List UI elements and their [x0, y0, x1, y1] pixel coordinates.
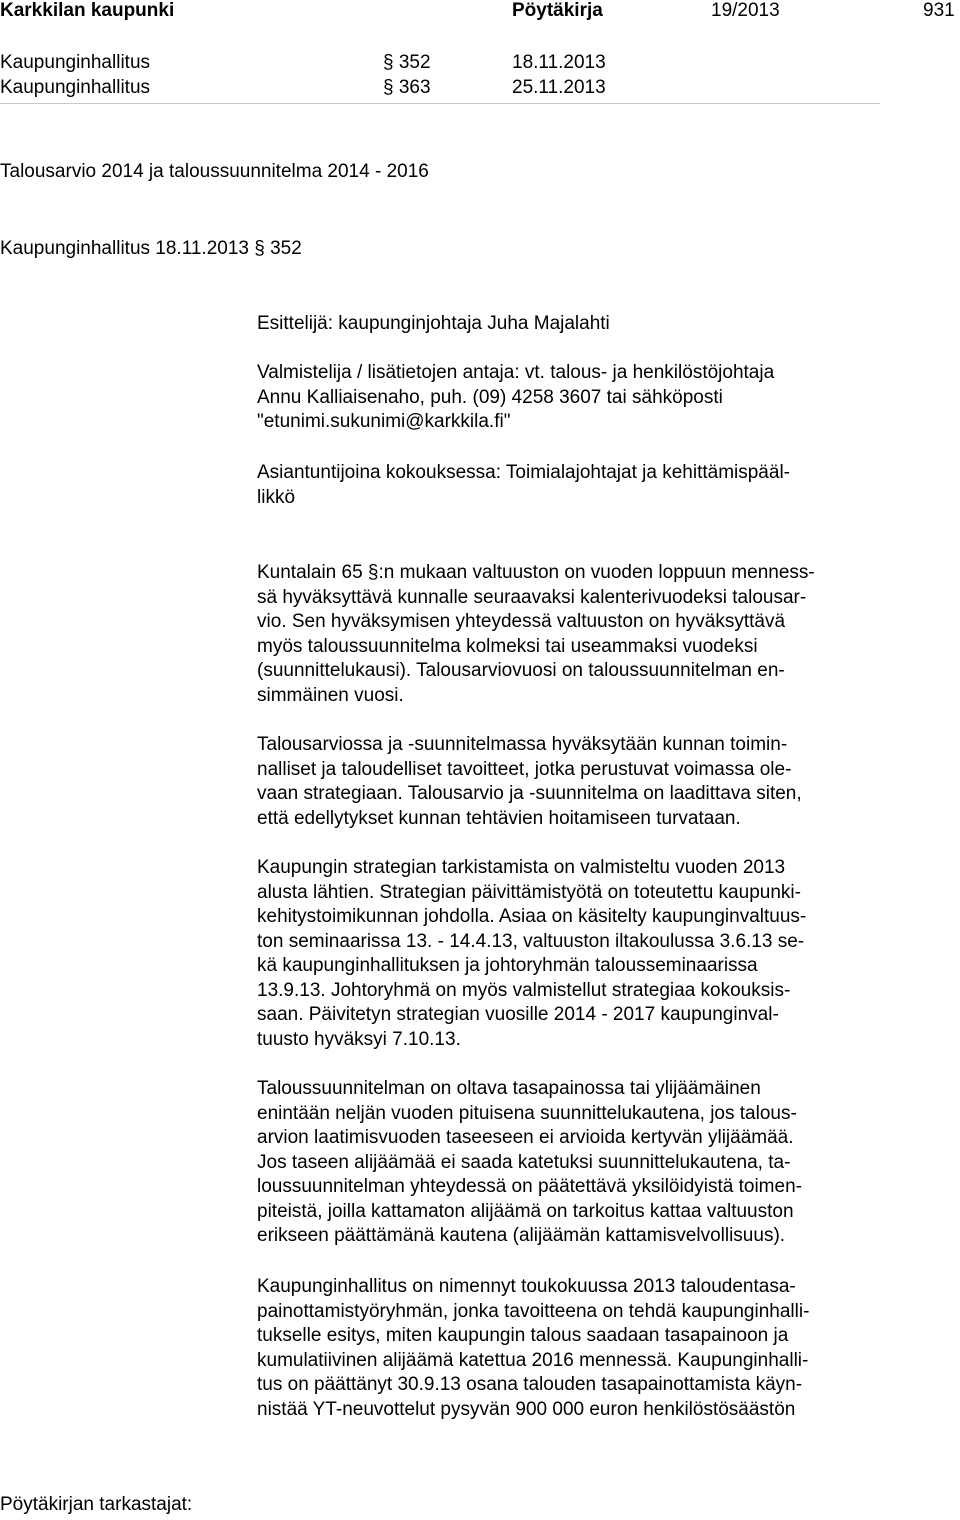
preparer-block	[257, 361, 774, 435]
paragraph-line: vaan strategiaan. Talousarvio ja -suunnitelma on laadittava siten,	[257, 783, 802, 804]
meeting-body: Kaupunginhallitus	[0, 52, 151, 73]
paragraph-line: nistää YT-neuvottelut pysyvän 900 000 euron henkilöstösäästön	[257, 1398, 796, 1420]
paragraph-line: erikseen päättämänä kautena (alijäämän kattamisvelvollisuus).	[257, 1225, 786, 1246]
paragraph-line: enintään neljän vuoden pituisena suunnittelukautena, jos talous-	[257, 1102, 797, 1124]
page-number: 931	[923, 0, 955, 21]
issue-number: 19/2013	[711, 0, 780, 21]
item-reference: Kaupunginhallitus 18.11.2013 § 352	[0, 238, 302, 259]
paragraph-line: Taloussuunnitelman on oltava tasapainossa tai ylijäämäinen	[257, 1078, 761, 1099]
meeting-section: § 352	[383, 52, 431, 73]
paragraph-line: sä hyväksyttävä kunnalle seuraavaksi kalenterivuodeksi talousar-	[257, 586, 807, 608]
paragraph-line: 13.9.13. Johtoryhmä on myös valmistellut strategiaa kokouksis-	[257, 979, 791, 1001]
reviewers-label: Pöytäkirjan tarkastajat:	[0, 1494, 193, 1515]
preparer-line: "etunimi.sukunimi@karkkila.fi"	[257, 411, 511, 432]
paragraph	[257, 733, 802, 831]
paragraph-line: kehitystoimikunnan johdolla. Asiaa on käsitelty kaupunginvaltuus-	[257, 906, 807, 927]
presenter	[257, 312, 610, 337]
paragraph	[257, 1275, 809, 1422]
experts-line: Asiantuntijoina kokouksessa: Toimialajohtajat ja kehittämispääl-	[257, 462, 790, 483]
paragraph-line: myös taloussuunnitelma kolmeksi tai useammaksi vuodeksi	[257, 635, 758, 657]
topic-title: Talousarvio 2014 ja taloussuunnitelma 2014 - 2016	[0, 161, 429, 182]
experts-block	[257, 461, 790, 510]
meeting-body: Kaupunginhallitus	[0, 77, 151, 98]
paragraph-line: Jos taseen alijäämää ei saada katetuksi suunnittelukautena, ta-	[257, 1151, 791, 1173]
paragraph-line: simmäinen vuosi.	[257, 684, 404, 706]
paragraph-line: tuusto hyväksyi 7.10.13.	[257, 1028, 461, 1050]
paragraph-line: kumulatiivinen alijäämä katettua 2016 mennessä. Kaupunginhalli-	[257, 1349, 809, 1371]
municipality-name: Karkkilan kaupunki	[0, 0, 175, 21]
presenter-line: Esittelijä: kaupunginjohtaja Juha Majalahti	[257, 313, 610, 334]
paragraph-line: (suunnittelukausi). Talousarviovuosi on taloussuunnitelman en-	[257, 660, 785, 681]
paragraph-line: piteistä, joilla kattamaton alijäämä on tarkoitus kattaa valtuuston	[257, 1200, 794, 1222]
paragraph-line: arvion laatimisvuoden taseeseen ei arvioida kertyvän ylijäämää.	[257, 1127, 794, 1148]
meeting-section: § 363	[383, 77, 431, 98]
paragraph-line: painottamistyöryhmän, jonka tavoitteena on tehdä kaupunginhalli-	[257, 1300, 810, 1322]
paragraph-line: alusta lähtien. Strategian päivittämistyötä on toteutettu kaupunki-	[257, 881, 801, 903]
paragraph-line: nalliset ja taloudelliset tavoitteet, jotka perustuvat voimassa ole-	[257, 758, 792, 780]
paragraph	[257, 856, 806, 1052]
meeting-date: 25.11.2013	[512, 77, 606, 98]
header-divider	[0, 103, 880, 104]
paragraph-line: vio. Sen hyväksymisen yhteydessä valtuuston on hyväksyttävä	[257, 611, 786, 632]
meeting-date: 18.11.2013	[512, 52, 606, 73]
paragraph-line: tus on päättänyt 30.9.13 osana talouden tasapainottamista käyn-	[257, 1374, 803, 1395]
paragraph-line: kä kaupunginhallituksen ja johtoryhmän talousseminaarissa	[257, 955, 758, 976]
paragraph-line: Talousarviossa ja -suunnitelmassa hyväksytään kunnan toimin-	[257, 734, 788, 755]
paragraph-line: ton seminaarissa 13. - 14.4.13, valtuuston iltakoulussa 3.6.13 se-	[257, 930, 805, 952]
paragraph-line: loussuunnitelman yhteydessä on päätettävä yksilöidyistä toimen-	[257, 1176, 802, 1197]
paragraph-line: Kuntalain 65 §:n mukaan valtuuston on vuoden loppuun menness-	[257, 562, 815, 583]
preparer-line: Valmistelija / lisätietojen antaja: vt. talous- ja henkilöstöjohtaja	[257, 362, 775, 383]
paragraph-line: Kaupungin strategian tarkistamista on valmisteltu vuoden 2013	[257, 857, 786, 878]
paragraph-line: tukselle esitys, miten kaupungin talous saadaan tasapainoon ja	[257, 1325, 789, 1346]
paragraph-line: saan. Päivitetyn strategian vuosille 2014 - 2017 kaupunginval-	[257, 1004, 779, 1025]
paragraph-line: Kaupunginhallitus on nimennyt toukokuussa 2013 taloudentasa-	[257, 1276, 796, 1297]
document-type: Pöytäkirja	[512, 0, 603, 21]
preparer-line: Annu Kalliaisenaho, puh. (09) 4258 3607 tai sähköposti	[257, 386, 723, 408]
experts-line: likkö	[257, 486, 296, 508]
paragraph	[257, 561, 815, 708]
paragraph	[257, 1077, 802, 1249]
paragraph-line: että edellytykset kunnan tehtävien hoitamiseen turvataan.	[257, 807, 741, 829]
